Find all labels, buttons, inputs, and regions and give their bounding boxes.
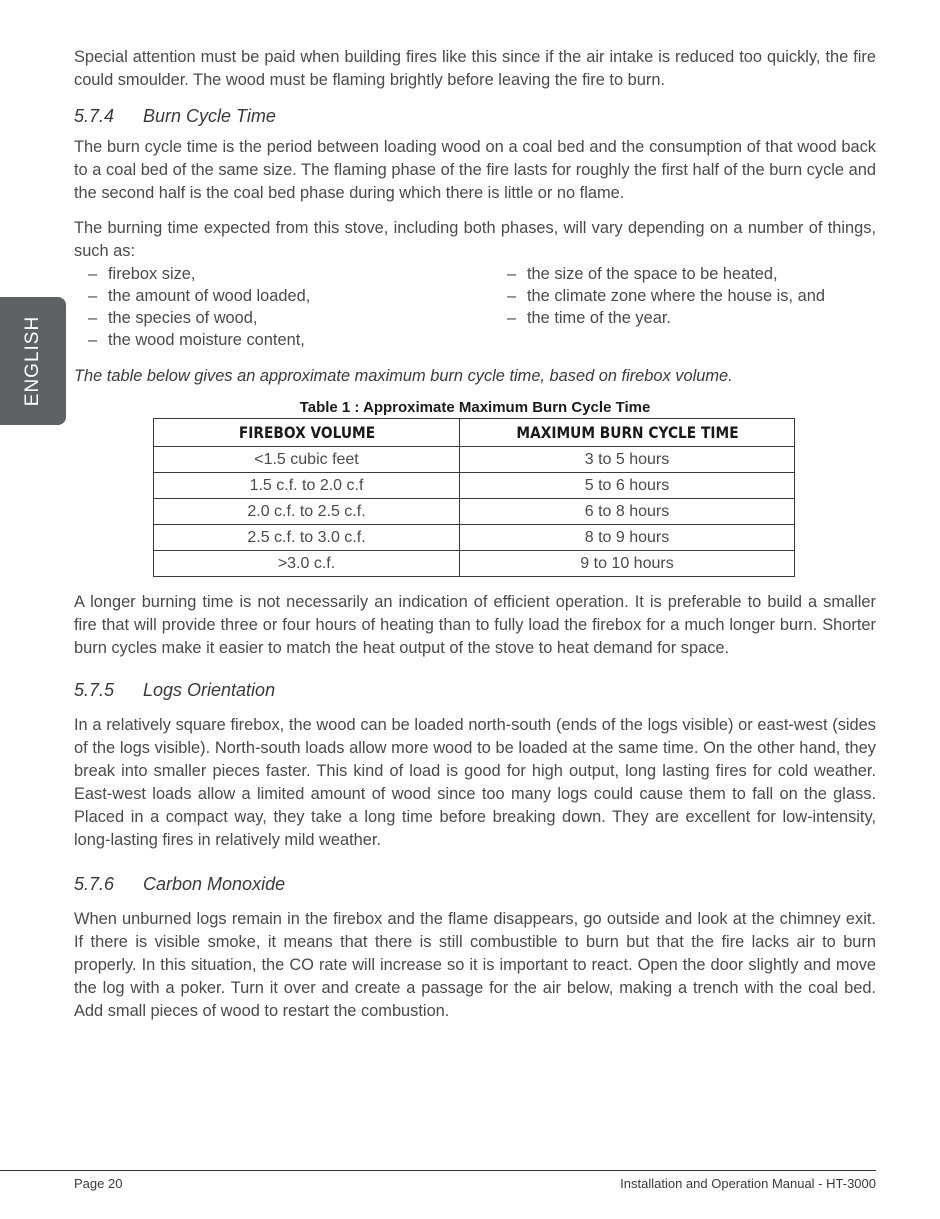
table-cell: 2.5 c.f. to 3.0 c.f.: [154, 525, 460, 551]
factors-list: [74, 263, 876, 351]
table-row: [154, 473, 795, 499]
section-heading-carbon-monoxide: [74, 872, 876, 896]
carbon-monoxide-paragraph: When unburned logs remain in the firebox and the flame disappears, go outside and look at the chimney exit. If there is visible smoke, it means that there is still combustible to burn but that the fire lacks air to burn properly. In this situation, the CO rate will increase so it is important to react. Open the door slightly and move the log with a poker. Turn it over and create a passage for the air below, making a trench with the coal bed. Add small pieces of wood to restart the combustion.: [74, 910, 876, 1020]
table-cell: 6 to 8 hours: [460, 499, 795, 525]
section-heading-logs-orientation: [74, 678, 876, 702]
intro-paragraph: Special attention must be paid when building fires like this since if the air intake is reduced too quickly, the fire could smoulder. The wood must be flaming brightly before leaving the fire to burn.: [74, 48, 876, 89]
list-item: – the wood moisture content,: [88, 331, 305, 349]
burn-cycle-paragraph-1: The burn cycle time is the period between loading wood on a coal bed and the consumption of that wood back to a coal bed of the same size. The flaming phase of the fire lasts for roughly the first half of the burn cycle and the second half is the coal bed phase during which there is little or no flame.: [74, 138, 876, 202]
section-number: 5.7.5: [74, 680, 115, 700]
table-caption: Table 1 : Approximate Maximum Burn Cycle Time: [299, 399, 651, 416]
table-row: [154, 447, 795, 473]
manual-title: Installation and Operation Manual - HT-3000: [620, 1176, 876, 1191]
table-cell: 1.5 c.f. to 2.0 c.f: [154, 473, 460, 499]
section-title: Burn Cycle Time: [143, 106, 276, 126]
section-title: Carbon Monoxide: [143, 874, 286, 894]
list-item: – the size of the space to be heated,: [507, 265, 778, 283]
list-item: – the amount of wood loaded,: [88, 287, 311, 305]
language-tab-label: ENGLISH: [22, 315, 43, 407]
table-row: [154, 551, 795, 577]
list-item: – the climate zone where the house is, and: [507, 287, 825, 305]
list-item: – the time of the year.: [507, 309, 671, 327]
table-header: MAXIMUM BURN CYCLE TIME: [483, 419, 771, 447]
table-cell: 8 to 9 hours: [460, 525, 795, 551]
table-cell: <1.5 cubic feet: [154, 447, 460, 473]
table-row: [154, 525, 795, 551]
table-cell: 3 to 5 hours: [460, 447, 795, 473]
table-cell: 9 to 10 hours: [460, 551, 795, 577]
burn-cycle-paragraph-2: The burning time expected from this stove, including both phases, will vary depending on a number of things, such as:: [74, 219, 876, 260]
list-item: – the species of wood,: [88, 309, 258, 327]
page-content: [74, 46, 876, 1023]
table-intro: The table below gives an approximate maximum burn cycle time, based on firebox volume.: [74, 367, 733, 385]
section-number: 5.7.4: [74, 106, 115, 126]
table-row: [154, 499, 795, 525]
table-header-row: [154, 419, 795, 447]
table-cell: 2.0 c.f. to 2.5 c.f.: [154, 499, 460, 525]
page-number: Page 20: [74, 1176, 123, 1191]
footer-divider: [0, 1170, 876, 1171]
factors-list-left: [74, 263, 507, 351]
factors-list-right: [507, 263, 825, 351]
language-tab: [0, 297, 66, 425]
table-cell: 5 to 6 hours: [460, 473, 795, 499]
section-title: Logs Orientation: [143, 680, 276, 700]
section-number: 5.7.6: [74, 874, 115, 894]
list-item: – firebox size,: [88, 265, 196, 283]
burn-cycle-paragraph-3: A longer burning time is not necessarily an indication of efficient operation. It is preferable to build a smaller fire that will provide three or four hours of heating than to fully load the firebox for a much longer burn. Shorter burn cycles make it easier to match the heat output of the stove to heat demand for space.: [74, 593, 876, 657]
section-heading-burn-cycle: [74, 104, 876, 128]
table-header: FIREBOX VOLUME: [175, 419, 438, 447]
table-cell: >3.0 c.f.: [154, 551, 460, 577]
logs-orientation-paragraph: In a relatively square firebox, the wood can be loaded north-south (ends of the logs visible) or east-west (sides of the logs visible). North-south loads allow more wood to be loaded at the same time. On the other hand, they break into smaller pieces faster. This kind of load is good for high output, long lasting fires for cold weather. East-west loads allow a limited amount of wood since too many logs could cause them to fall on the glass. Placed in a compact way, they take a long time before breaking down. They are excellent for low-intensity, long-lasting fires in relatively mild weather.: [74, 716, 876, 849]
burn-cycle-table: [153, 418, 795, 577]
